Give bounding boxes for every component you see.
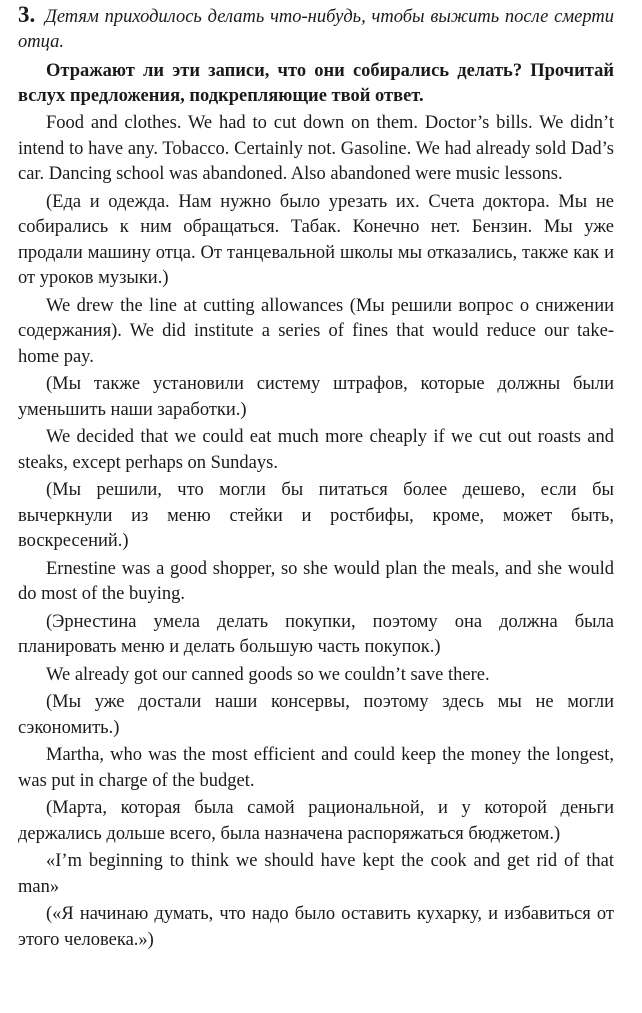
paragraph-english: We drew the line at cutting allowances (Мы решили вопрос о снижении содержания). We did institute a series of fines that would reduce our take- home pay. [18, 295, 614, 367]
paragraph-russian: (Мы решили, что могли бы питаться более дешево, если бы вычеркнули из меню стейки и ростбифы, кроме, может быть, воскресений.) [18, 480, 614, 551]
paragraph-english: Martha, who was the most efficient and could keep the money the longest, was put in charge of the budget. [18, 745, 614, 791]
paragraph-russian: (Марта, которая была самой рациональной, и у которой деньги держались дольше всего, была назначена распоряжаться бюджетом.) [18, 798, 614, 844]
paragraph-english: We already got our canned goods so we couldn’t save there. [46, 664, 490, 685]
task-instruction: Детям приходилось делать что-нибудь, чтобы выжить после смерти отца. [18, 7, 615, 52]
paragraph-russian: (Мы уже достали наши консервы, поэтому здесь мы не могли сэкономить.) [18, 692, 614, 738]
paragraph-russian: (Эрнестина умела делать покупки, поэтому она должна была планировать меню и делать большую часть покупок.) [18, 611, 614, 657]
paragraph-english: Ernestine was a good shopper, so she would plan the meals, and she would do most of the buying. [18, 558, 614, 604]
paragraph-russian: (Еда и одежда. Нам нужно было урезать их. Счета доктора. Мы не собирались к ним обращаться. Табак. Конечно нет. Бензин. Мы уже продали машину отца. От танцевальной школы мы отказались, также как и от уроков музыки.) [18, 191, 614, 288]
task-number: 3. [18, 2, 36, 27]
paragraph-english: Food and clothes. We had to cut down on them. Doctor’s bills. We didn’t intend to have any. Tobacco. Certainly not. Gasoline. We had already sold Dad’s car. Dancing school was abandoned. Also abandoned were music lessons. [18, 113, 614, 184]
paragraph-russian: («Я начинаю думать, что надо было оставить кухарку, и избавиться от этого человека.») [18, 904, 614, 950]
paragraph-english: We decided that we could eat much more cheaply if we cut out roasts and steaks, except perhaps on Sundays. [18, 427, 614, 473]
task-header [18, 2, 614, 55]
paragraph-english: «I’m beginning to think we should have kept the cook and get rid of that man» [18, 851, 614, 897]
paragraph-russian: (Мы также установили систему штрафов, которые должны были уменьшить наши заработки.) [18, 374, 614, 420]
task-question: Отражают ли эти записи, что они собирались делать? Прочитай вслух предложения, подкрепляющие твой ответ. [18, 61, 614, 106]
